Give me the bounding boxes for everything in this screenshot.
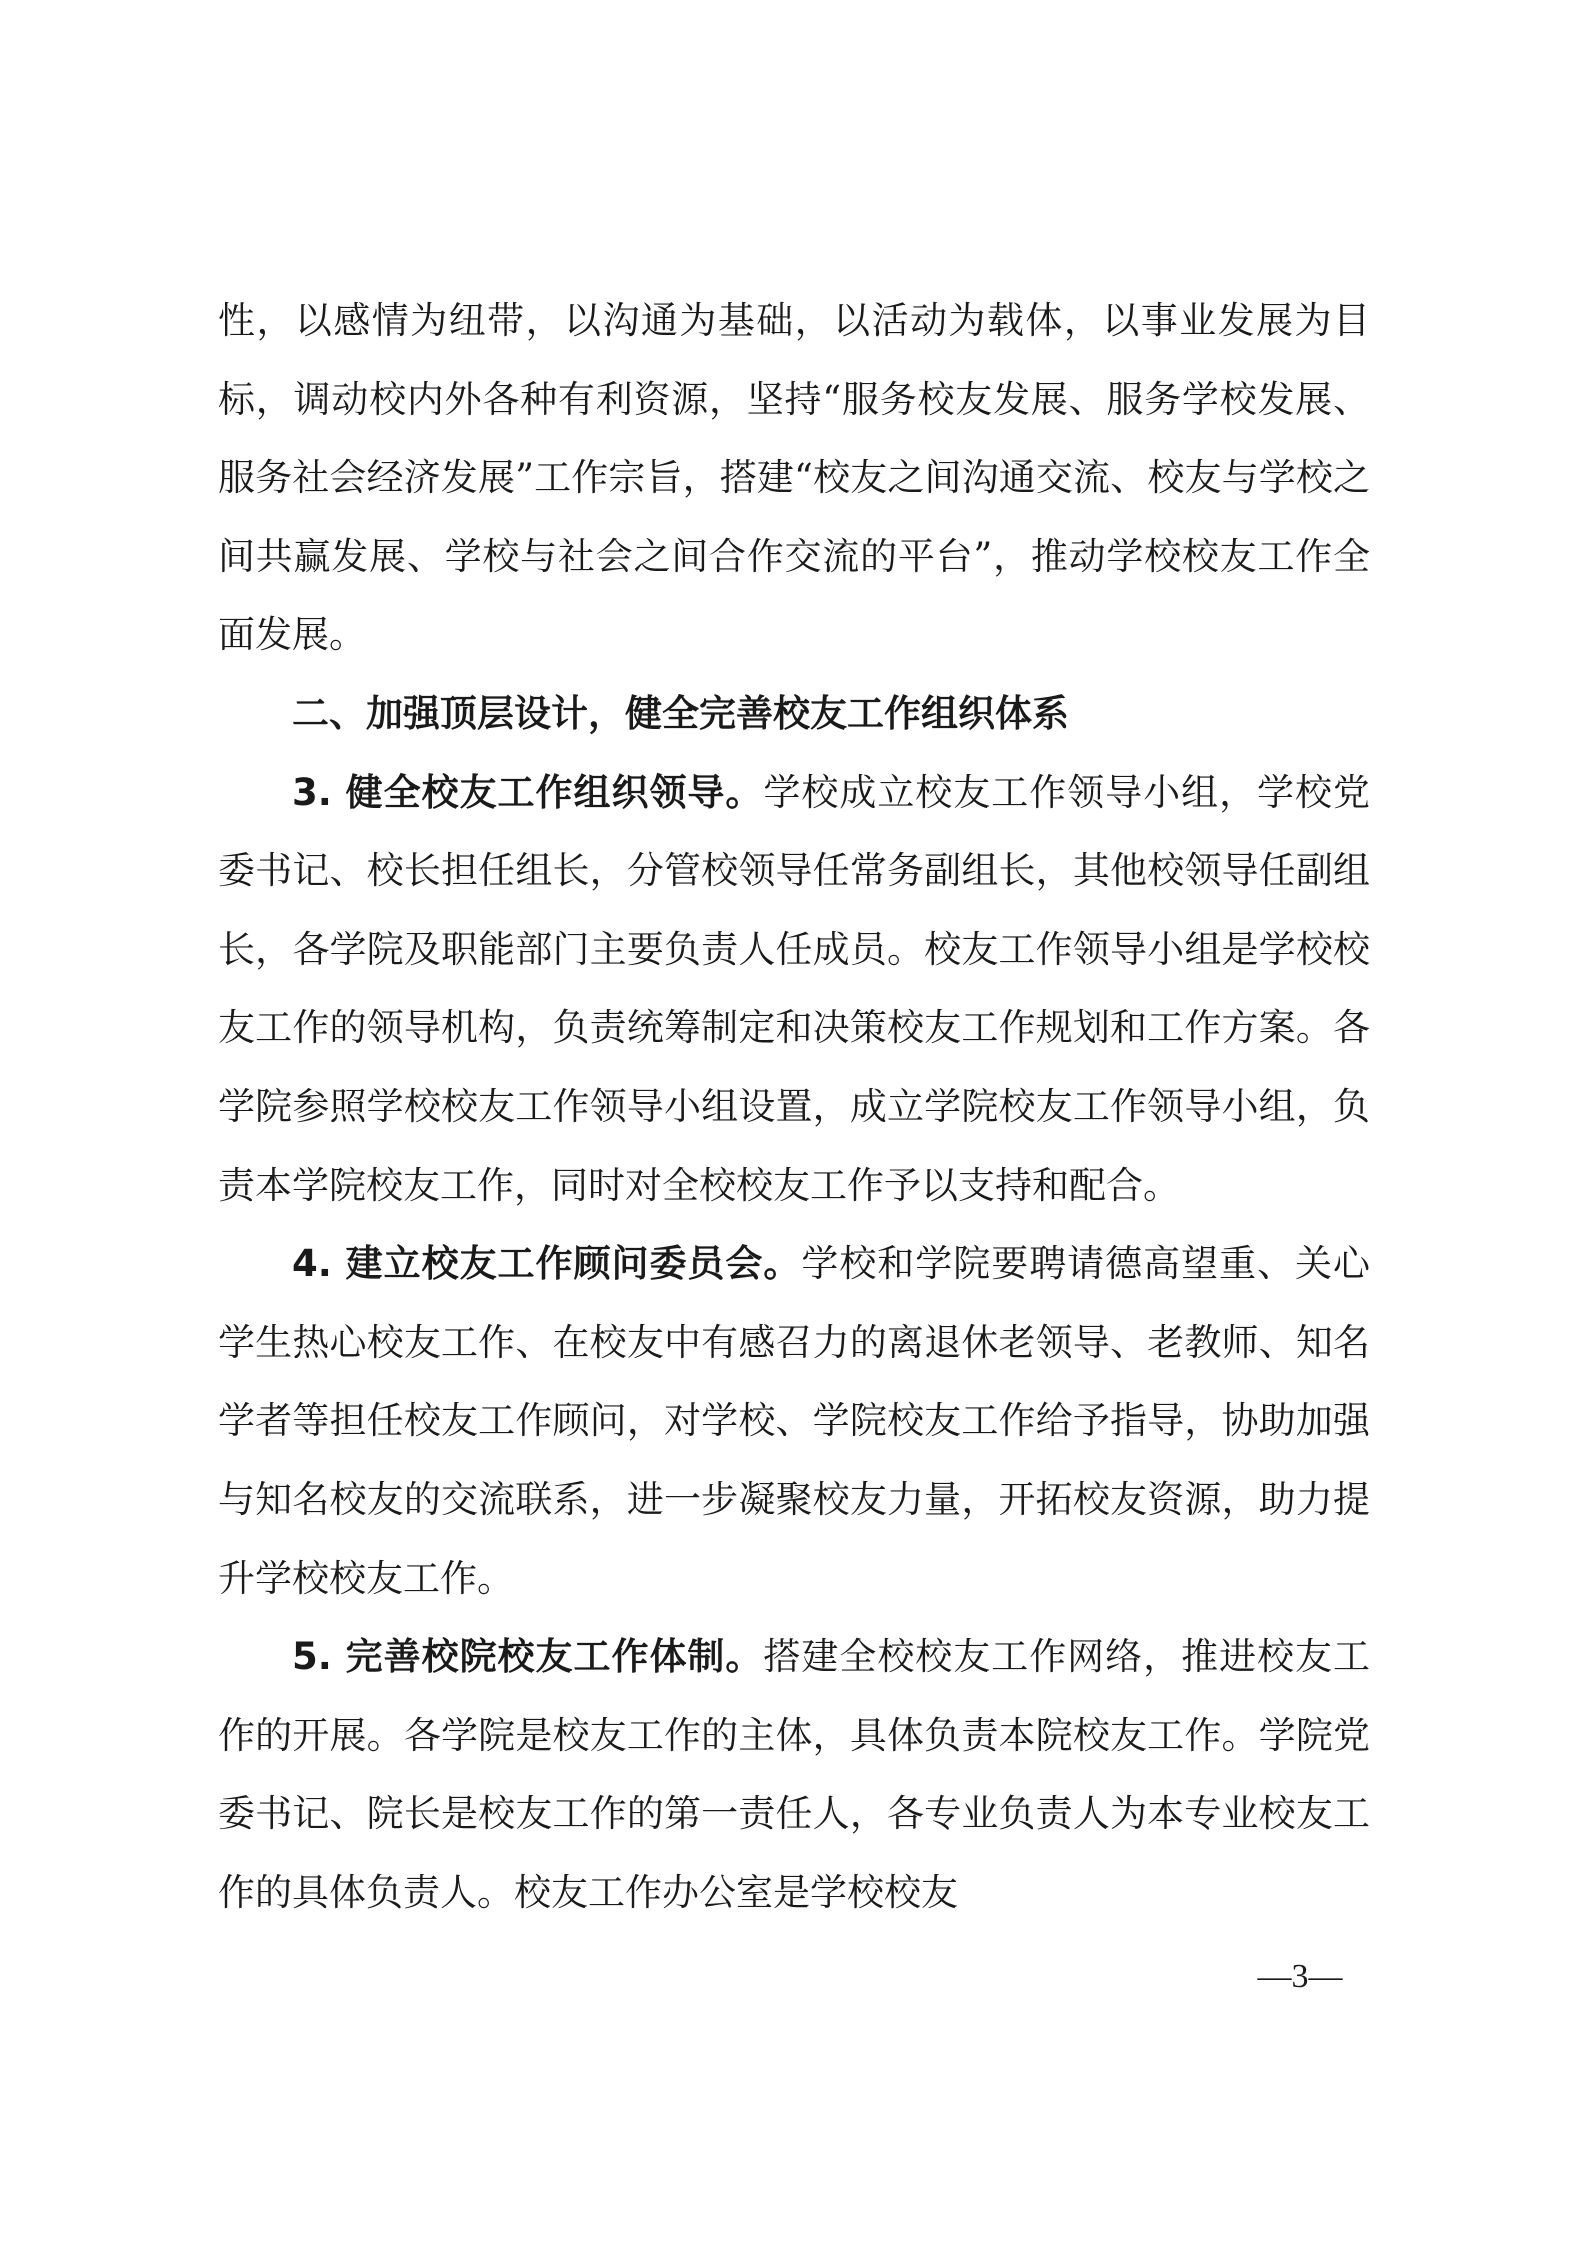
section-heading-text: 二、加强顶层设计，健全完善校友工作组织体系 <box>292 691 1069 735</box>
item-lead: 4. 建立校友工作顾问委员会。 <box>292 1242 802 1286</box>
paragraph-item-3 <box>218 754 1370 1226</box>
paragraph-item-5 <box>218 1618 1370 1932</box>
paragraph-item-4 <box>218 1225 1370 1618</box>
paragraph-continuation <box>218 282 1370 675</box>
body-text <box>218 282 1370 1932</box>
paragraph-text: 性，以感情为纽带，以沟通为基础，以活动为载体，以事业发展为目标，调动校内外各种有利资源，坚持“服务校友发展、服务学校发展、服务社会经济发展”工作宗旨，搭建“校友之间沟通交流、校友与学校之间共赢发展、学校与社会之间合作交流的平台”，推动学校校友工作全面发展。 <box>218 299 1370 657</box>
paragraph-text: 搭建全校校友工作网络，推进校友工作的开展。各学院是校友工作的主体，具体负责本院校友工作。学院党委书记、院长是校友工作的第一责任人，各专业负责人为本专业校友工作的具体负责人。校友工作办公室是学校校友 <box>218 1635 1371 1914</box>
page-number: —3— <box>1257 1958 1343 1995</box>
item-lead: 5. 完善校院校友工作体制。 <box>292 1635 764 1679</box>
paragraph-text: 学校和学院要聘请德高望重、关心学生热心校友工作、在校友中有感召力的离退休老领导、老教师、知名学者等担任校友工作顾问，对学校、学院校友工作给予指导，协助加强与知名校友的交流联系，进一步凝聚校友力量，开拓校友资源，助力提升学校校友工作。 <box>218 1242 1371 1600</box>
paragraph-text: 学校成立校友工作领导小组，学校党委书记、校长担任组长，分管校领导任常务副组长，其他校领导任副组长，各学院及职能部门主要负责人任成员。校友工作领导小组是学校校友工作的领导机构，负责统筹制定和决策校友工作规划和工作方案。各学院参照学校校友工作领导小组设置，成立学院校友工作领导小组，负责本学院校友工作，同时对全校校友工作予以支持和配合。 <box>218 770 1371 1207</box>
section-heading <box>218 675 1370 754</box>
item-lead: 3. 健全校友工作组织领导。 <box>292 770 764 814</box>
